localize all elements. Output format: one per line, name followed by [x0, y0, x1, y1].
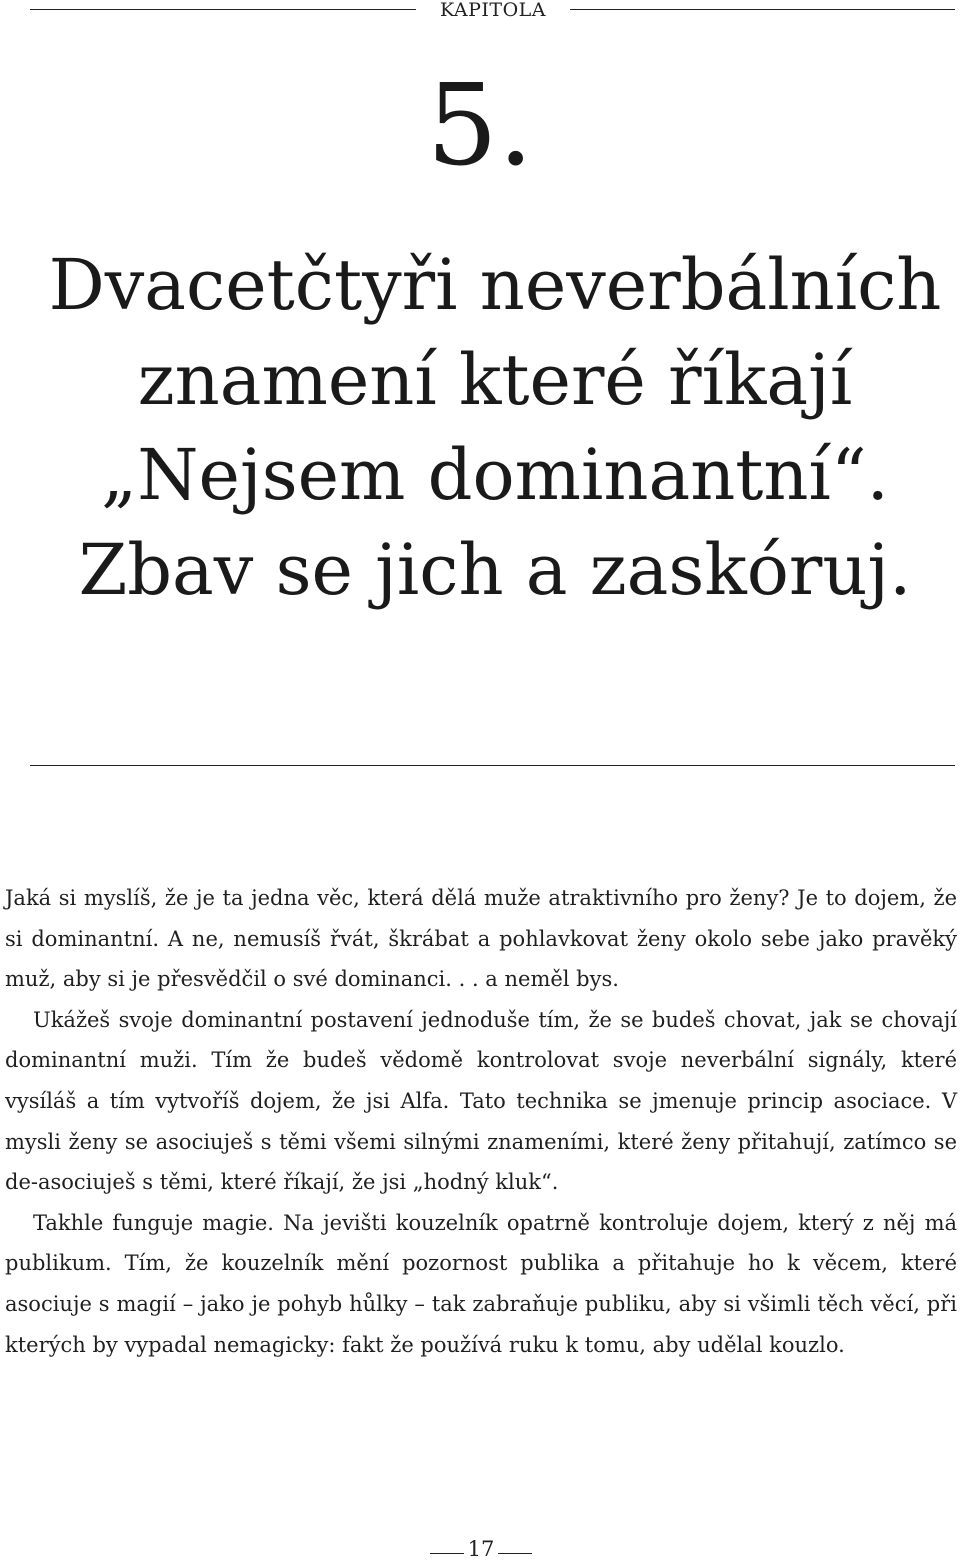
chapter-body [5, 878, 957, 1365]
footer-rule-right [498, 1553, 532, 1554]
paragraph: Jaká si myslíš, že je ta jedna věc, která dělá muže atraktivního pro ženy? Je to dojem, že si dominantní. A ne, nemusíš řvát, škrábat a pohlavkovat ženy okolo sebe jako pravěký muž, aby si je přesvědčil o své dominanci. . . a neměl bys. [5, 886, 957, 992]
paragraph: Takhle funguje magie. Na jevišti kouzelník opatrně kontroluje dojem, který z něj má publikum. Tím, že kouzelník mění pozornost publika a přitahuje ho k věcem, které asociuje s magií – jako je pohyb hůlky – tak zabraňuje publiku, aby si všimli těch věcí, při kterých by vypadal nemagicky: fakt že používá ruku k tomu, aby udělal kouzlo. [5, 1210, 957, 1357]
header-rule-right [570, 9, 955, 10]
footer-rule-left [430, 1553, 464, 1554]
title-divider [30, 765, 955, 766]
chapter-title: Dvacetčtyři neverbálních znamení které říkají „Nejsem dominantní“. Zbav se jich a zaskóruj. [48, 244, 942, 611]
page-number: 17 [467, 1537, 495, 1561]
page-footer [0, 1537, 960, 1563]
paragraph: Ukážeš svoje dominantní postavení jednoduše tím, že se budeš chovat, jak se chovají dominantní muži. Tím že budeš vědomě kontrolovat svoje neverbální signály, které vysíláš a tím vytvoříš dojem, že jsi Alfa. Tato technika se jmenuje princip asociace. V mysli ženy se asociuješ s těmi všemi silnými znameními, které ženy přitahují, zatímco se de-asociuješ s těmi, které říkají, že jsi „hodný kluk“. [5, 1007, 957, 1195]
header-rule-left [30, 9, 416, 10]
chapter-number: 5. [426, 61, 534, 191]
chapter-label: KAPITOLA [439, 0, 547, 21]
chapter-header [30, 0, 955, 22]
